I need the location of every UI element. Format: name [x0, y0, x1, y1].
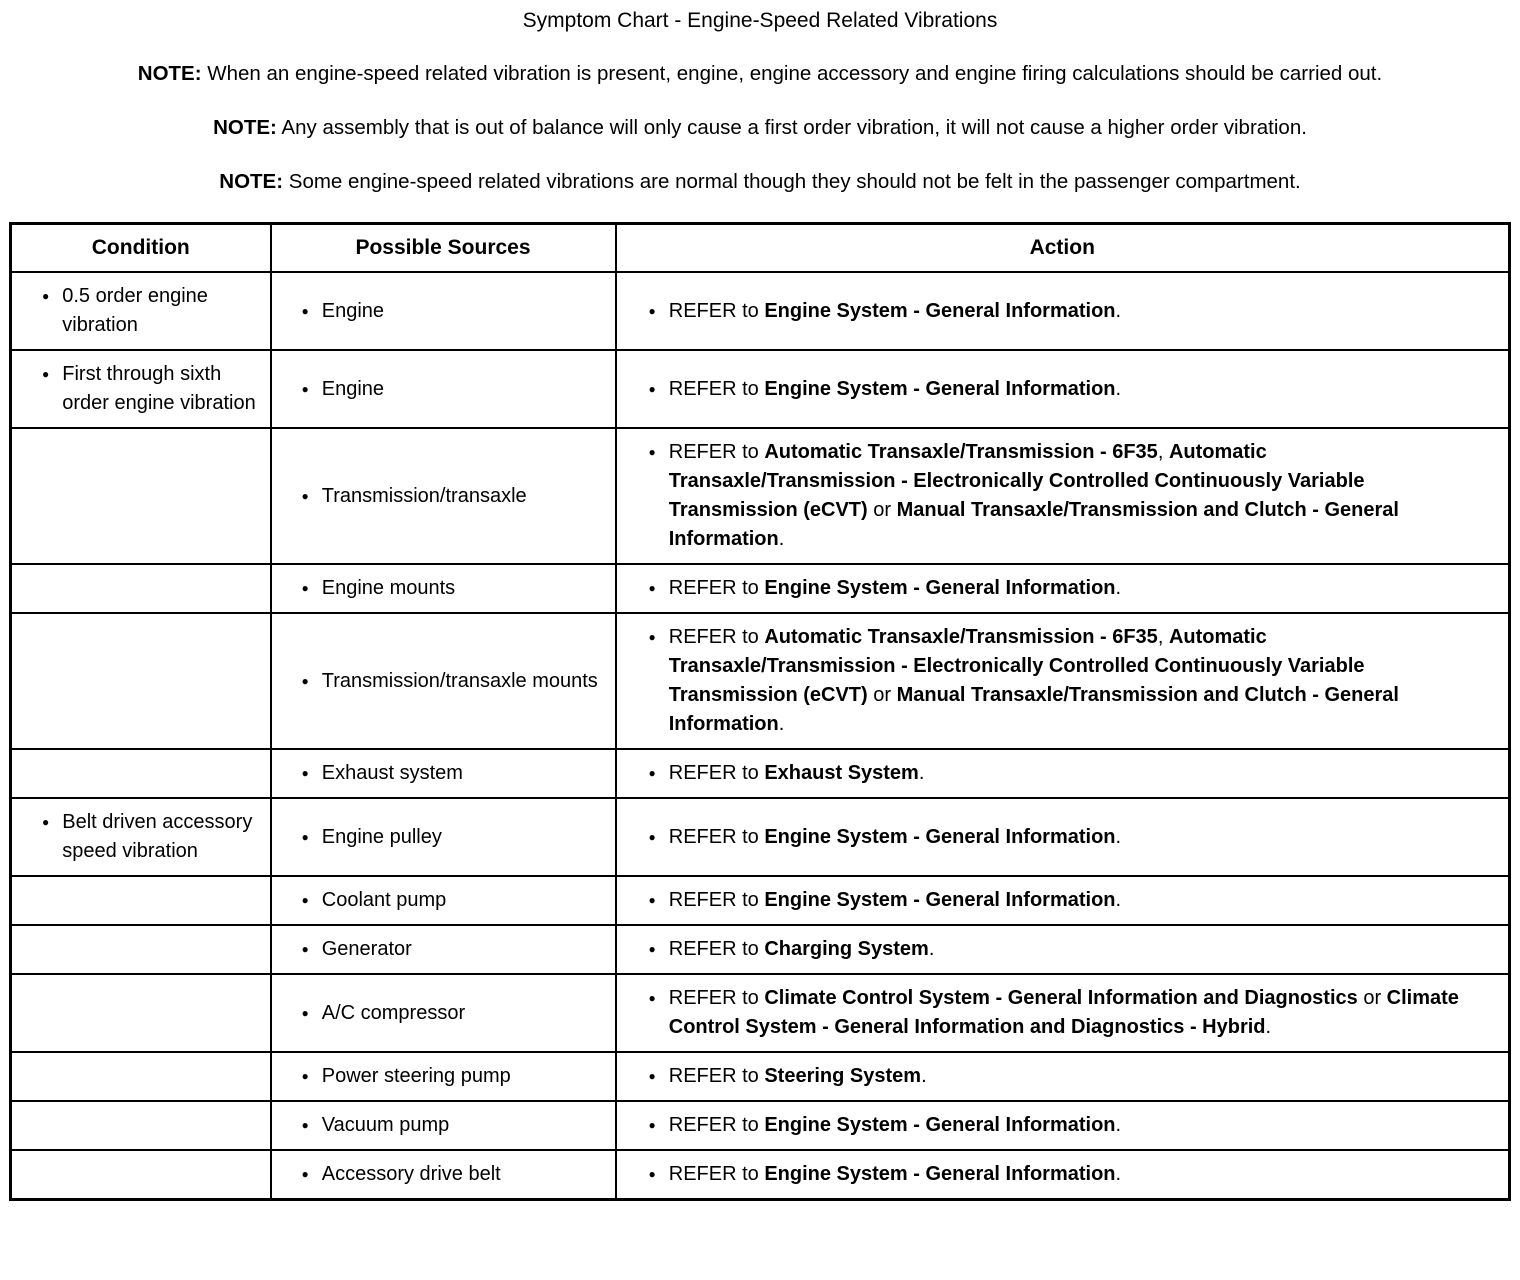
action-cell — [616, 613, 1510, 749]
action-cell — [616, 272, 1510, 350]
table-row — [11, 925, 1510, 974]
source-cell — [271, 1052, 616, 1101]
condition-cell — [11, 613, 271, 749]
bullet-icon: ● — [42, 289, 50, 303]
action-cell — [616, 564, 1510, 613]
action-text: REFER to Engine System - General Information. — [668, 1163, 1122, 1185]
bullet-icon: ● — [301, 1167, 309, 1181]
bullet-icon: ● — [301, 488, 309, 503]
bullet-icon: ● — [301, 303, 309, 318]
condition-cell — [11, 564, 271, 613]
bullet-icon: ● — [648, 991, 656, 1005]
source-cell — [271, 925, 616, 974]
bullet-icon: ● — [42, 367, 50, 381]
source-text: Engine — [321, 299, 385, 322]
bullet-icon: ● — [301, 581, 309, 595]
bullet-icon: ● — [648, 630, 656, 644]
bullet-icon: ● — [301, 1118, 309, 1132]
bullet-icon: ● — [301, 893, 309, 907]
table-row — [11, 272, 1510, 350]
page-title: Symptom Chart - Engine-Speed Related Vibrations — [522, 9, 998, 32]
table-row — [11, 1150, 1510, 1200]
note-paragraph — [17, 60, 1503, 88]
note-label: NOTE: — [137, 62, 202, 85]
bullet-icon: ● — [648, 893, 656, 907]
table-row — [11, 1052, 1510, 1101]
action-text: REFER to Engine System - General Information. — [668, 1114, 1122, 1136]
bullet-icon: ● — [648, 1167, 656, 1181]
note-label: NOTE: — [213, 116, 277, 139]
source-cell — [271, 350, 616, 428]
table-row — [11, 350, 1510, 428]
action-text: REFER to Charging System. — [668, 938, 935, 960]
bullet-icon: ● — [648, 303, 656, 318]
note-paragraph — [17, 114, 1503, 142]
bullet-icon: ● — [648, 1118, 656, 1132]
condition-cell — [11, 798, 271, 876]
table-row — [11, 564, 1510, 613]
condition-cell — [11, 925, 271, 974]
bullet-icon: ● — [301, 942, 309, 956]
column-header-possible-sources: Possible Sources — [271, 224, 616, 273]
source-text: Power steering pump — [321, 1065, 511, 1087]
action-text: REFER to Engine System - General Information. — [668, 299, 1122, 322]
source-cell — [271, 749, 616, 798]
notes-section — [9, 60, 1511, 196]
condition-cell — [11, 272, 271, 350]
condition-text: Belt driven accessory speed vibration — [62, 811, 253, 862]
action-cell — [616, 749, 1510, 798]
bullet-icon: ● — [648, 942, 656, 956]
bullet-icon: ● — [301, 766, 309, 780]
action-cell — [616, 1052, 1510, 1101]
source-text: Coolant pump — [321, 889, 447, 911]
action-text: REFER to Engine System - General Information. — [668, 377, 1122, 400]
table-row — [11, 613, 1510, 749]
action-text: REFER to Steering System. — [668, 1065, 927, 1087]
condition-cell — [11, 1150, 271, 1200]
source-text: A/C compressor — [321, 1001, 466, 1024]
note-text: When an engine-speed related vibration is present, engine, engine accessory and engine firing calculations should be carried out. — [207, 62, 1383, 85]
action-cell — [616, 350, 1510, 428]
bullet-icon: ● — [301, 381, 309, 396]
source-cell — [271, 974, 616, 1052]
table-row — [11, 876, 1510, 925]
condition-text: First through sixth order engine vibration — [62, 363, 256, 414]
bullet-icon: ● — [648, 829, 656, 844]
table-row — [11, 428, 1510, 564]
bullet-icon: ● — [648, 581, 656, 595]
action-cell — [616, 798, 1510, 876]
source-text: Accessory drive belt — [321, 1163, 501, 1185]
column-header-condition: Condition — [11, 224, 271, 273]
action-text: REFER to Automatic Transaxle/Transmission - 6F35, Automatic Transaxle/Transmission - Electronically Controlled Continuously Variable Transmission (eCVT) or Manual Transaxle/Transmission and Clutch - General Information. — [668, 626, 1399, 735]
condition-cell — [11, 974, 271, 1052]
note-paragraph — [17, 168, 1503, 196]
table-row — [11, 974, 1510, 1052]
condition-text: 0.5 order engine vibration — [62, 285, 208, 336]
bullet-icon: ● — [301, 829, 309, 844]
action-cell — [616, 974, 1510, 1052]
condition-cell — [11, 1101, 271, 1150]
action-text: REFER to Automatic Transaxle/Transmission - 6F35, Automatic Transaxle/Transmission - Electronically Controlled Continuously Variable Transmission (eCVT) or Manual Transaxle/Transmission and Clutch - General Information. — [668, 441, 1399, 550]
bullet-icon: ● — [301, 1005, 309, 1020]
action-cell — [616, 1150, 1510, 1200]
note-text: Any assembly that is out of balance will only cause a first order vibration, it will not cause a higher order vibration. — [281, 116, 1307, 139]
bullet-icon: ● — [648, 766, 656, 780]
source-cell — [271, 272, 616, 350]
source-cell — [271, 1150, 616, 1200]
condition-cell — [11, 1052, 271, 1101]
source-text: Engine — [321, 377, 385, 400]
source-text: Engine pulley — [321, 825, 442, 848]
action-text: REFER to Exhaust System. — [668, 762, 925, 784]
condition-cell — [11, 428, 271, 564]
source-text: Transmission/transaxle mounts — [321, 669, 598, 692]
note-label: NOTE: — [219, 170, 284, 193]
table-row — [11, 798, 1510, 876]
action-text: REFER to Engine System - General Information. — [668, 577, 1122, 599]
condition-cell — [11, 350, 271, 428]
table-row — [11, 1101, 1510, 1150]
action-cell — [616, 428, 1510, 564]
source-text: Transmission/transaxle — [321, 484, 527, 507]
bullet-icon: ● — [301, 1069, 309, 1083]
action-cell — [616, 1101, 1510, 1150]
table-header-row — [11, 224, 1510, 273]
column-header-action: Action — [616, 224, 1510, 273]
action-cell — [616, 925, 1510, 974]
action-text: REFER to Engine System - General Information. — [668, 825, 1122, 848]
source-cell — [271, 798, 616, 876]
action-cell — [616, 876, 1510, 925]
action-text: REFER to Climate Control System - General Information and Diagnostics or Climate Control System - General Information and Diagnostics - Hybrid. — [668, 987, 1459, 1038]
bullet-icon: ● — [42, 815, 50, 829]
source-text: Engine mounts — [321, 577, 456, 599]
table-row — [11, 749, 1510, 798]
source-cell — [271, 876, 616, 925]
symptom-chart-table — [9, 222, 1511, 1201]
action-text: REFER to Engine System - General Information. — [668, 889, 1122, 911]
bullet-icon: ● — [648, 381, 656, 396]
source-text: Exhaust system — [321, 762, 463, 784]
source-cell — [271, 1101, 616, 1150]
bullet-icon: ● — [301, 673, 309, 688]
condition-cell — [11, 749, 271, 798]
bullet-icon: ● — [648, 445, 656, 459]
source-cell — [271, 428, 616, 564]
condition-cell — [11, 876, 271, 925]
source-text: Vacuum pump — [321, 1114, 450, 1136]
bullet-icon: ● — [648, 1069, 656, 1083]
source-cell — [271, 613, 616, 749]
source-cell — [271, 564, 616, 613]
source-text: Generator — [321, 938, 412, 960]
note-text: Some engine-speed related vibrations are normal though they should not be felt in the passenger compartment. — [288, 170, 1301, 193]
